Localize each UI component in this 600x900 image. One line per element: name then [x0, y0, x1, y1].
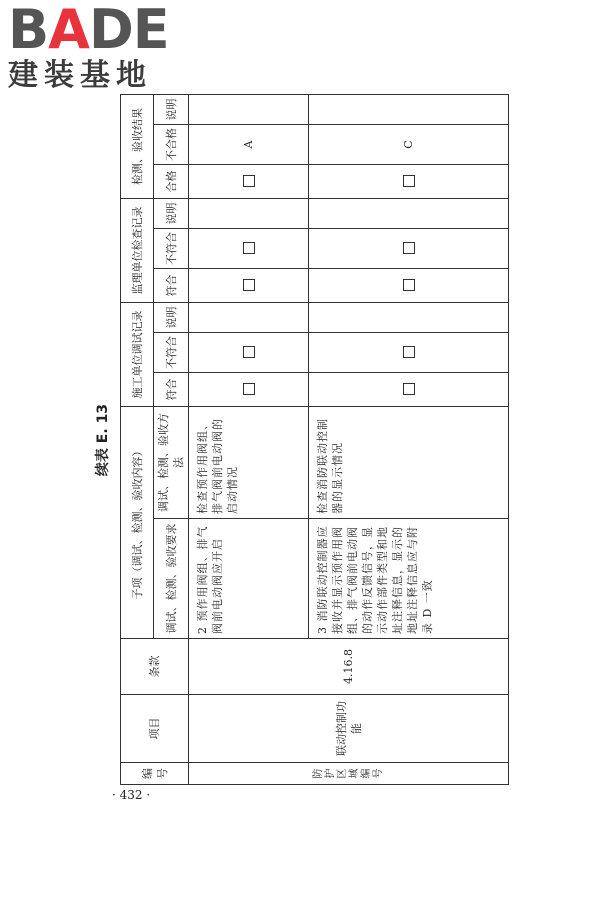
cell-result-grade: A — [189, 125, 309, 165]
header-construction-group: 施工单位调试记录 — [121, 303, 154, 407]
cell-construction-conform — [189, 373, 309, 407]
header-row-1 — [121, 94, 154, 784]
acceptance-table — [120, 94, 509, 785]
cell-method: 检查消防联动控制器的显示情况 — [309, 407, 509, 519]
cell-supervision-conform — [189, 269, 309, 303]
header-supervision-nonconform: 不符合 — [154, 229, 189, 269]
checkbox[interactable] — [243, 347, 255, 359]
header-no: 编号 — [121, 763, 189, 785]
cell-construction-nonconform — [309, 333, 509, 373]
page-number: · 432 · — [112, 788, 151, 802]
header-requirement: 调试、检测、验收要求 — [154, 519, 189, 639]
brand-subtitle: 建装基地 — [8, 58, 152, 93]
brand-name-suffix: DE — [88, 0, 169, 61]
checkbox[interactable] — [403, 176, 415, 188]
cell-clause: 4.16.8 — [189, 639, 509, 695]
header-supervision-note: 说明 — [154, 199, 189, 229]
rotated-table-area — [90, 95, 510, 785]
header-result-group: 检测、验收结果 — [121, 94, 154, 198]
cell-result-grade: C — [309, 125, 509, 165]
header-construction-note: 说明 — [154, 303, 189, 333]
header-construction-conform: 符合 — [154, 373, 189, 407]
cell-item: 联动控制功能 — [189, 695, 509, 763]
cell-supervision-conform — [309, 269, 509, 303]
checkbox[interactable] — [243, 384, 255, 396]
header-clause: 条款 — [121, 639, 189, 695]
cell-construction-note — [189, 303, 309, 333]
cell-requirement: 3 消防联动控制器应接收并显示预作用阀组、排气阀前电动阀的动作反馈信号，显示动作部件类型和地址注释信息，显示的地址注释信息应与附录 D 一致 — [309, 519, 509, 639]
checkbox[interactable] — [403, 384, 415, 396]
checkbox[interactable] — [243, 243, 255, 255]
cell-supervision-note — [189, 199, 309, 229]
cell-result-pass — [309, 165, 509, 199]
brand-name-prefix: B — [8, 0, 49, 61]
checkbox[interactable] — [403, 243, 415, 255]
cell-construction-nonconform — [189, 333, 309, 373]
cell-supervision-nonconform — [189, 229, 309, 269]
brand-name-accent: A — [48, 0, 89, 61]
cell-supervision-nonconform — [309, 229, 509, 269]
header-result-note: 说明 — [154, 94, 189, 124]
cell-area-no: 防护区域编号 — [189, 763, 509, 785]
checkbox[interactable] — [403, 347, 415, 359]
table-title: 续表 E. 13 — [95, 403, 111, 477]
header-construction-nonconform: 不符合 — [154, 333, 189, 373]
header-item: 项目 — [121, 695, 189, 763]
cell-construction-note — [309, 303, 509, 333]
header-supervision-conform: 符合 — [154, 269, 189, 303]
header-method: 调试、检测、验收方法 — [154, 407, 189, 519]
cell-result-pass — [189, 165, 309, 199]
header-subitem-group: 子项（调试、检测、验收内容） — [121, 407, 154, 639]
checkbox[interactable] — [403, 280, 415, 292]
header-result-fail: 不合格 — [154, 125, 189, 165]
table-row — [189, 94, 309, 784]
cell-result-note — [309, 94, 509, 124]
checkbox[interactable] — [243, 280, 255, 292]
cell-result-note — [189, 94, 309, 124]
header-result-pass: 合格 — [154, 165, 189, 199]
cell-method: 检查预作用阀组、排气阀前电动阀的启动情况 — [189, 407, 309, 519]
cell-construction-conform — [309, 373, 509, 407]
header-supervision-group: 监理单位检查记录 — [121, 199, 154, 303]
checkbox[interactable] — [243, 176, 255, 188]
cell-supervision-note — [309, 199, 509, 229]
cell-requirement: 2 预作用阀组、排气阀前电动阀应开启 — [189, 519, 309, 639]
